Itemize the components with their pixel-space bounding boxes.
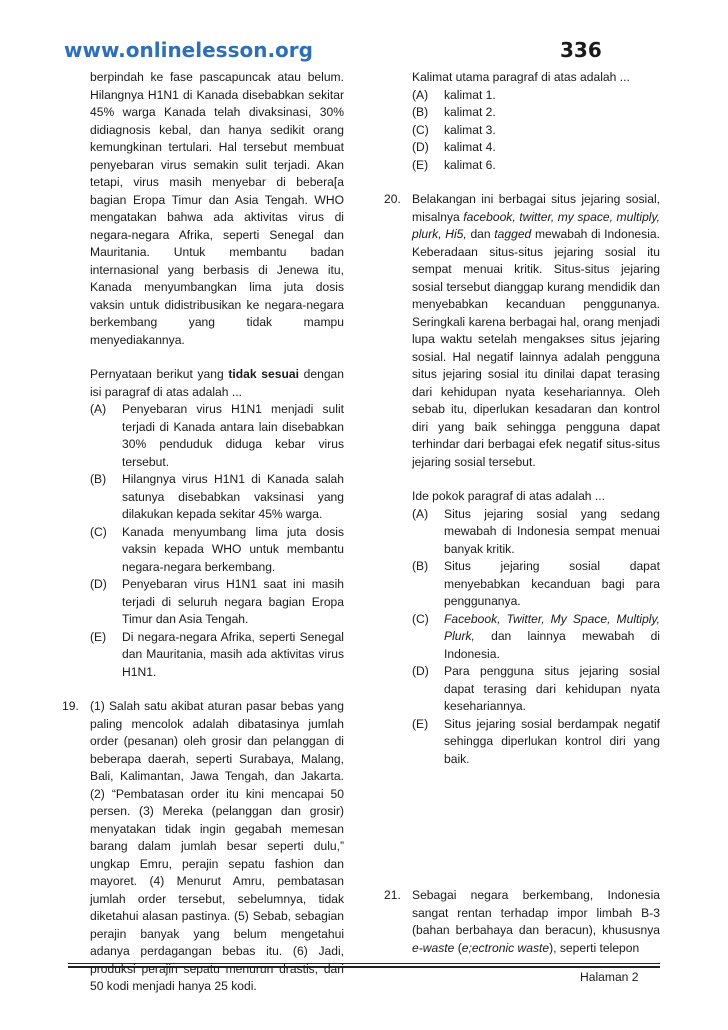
q21-text-1: Sebagai negara berkembang, Indonesia sangat rentan terhadap impor limbah B-3 (bahan berbahaya dan beracun), khususnya: [412, 888, 660, 937]
q18-option-b: [62, 471, 344, 524]
page-number: 336: [560, 38, 602, 62]
footer-divider-thick: [68, 966, 660, 968]
option-label: (C): [412, 611, 429, 626]
q18-option-a: [62, 401, 344, 471]
q18-stem-after: dengan isi paragraf di atas adalah ...: [90, 367, 344, 399]
option-text: kalimat 2.: [444, 105, 496, 119]
left-column: [62, 69, 344, 996]
option-text: Situs jejaring sosial yang sedang mewabah di Indonesia sempat menuai banyak kritik.: [444, 506, 660, 556]
option-label: (E): [412, 157, 429, 172]
q18-option-d: [62, 576, 344, 629]
footer-page-label: Halaman 2: [580, 970, 639, 984]
option-label: (E): [412, 716, 429, 731]
q20-tagged-italic: tagged: [494, 227, 532, 241]
option-label: (A): [412, 506, 429, 521]
question-number: 21.: [384, 888, 401, 902]
option-text: Para pengguna situs jejaring sosial dapat terasing dari kehidupan nyata kesehariannya.: [444, 664, 660, 713]
question-21-block: [384, 887, 660, 957]
q19-option-b: [384, 104, 660, 122]
q20-option-d: [384, 663, 660, 716]
q21-ewaste-italic: e-waste: [412, 940, 455, 955]
q19-stem: Kalimat utama paragraf di atas adalah ...: [412, 70, 630, 84]
q21-text-5: ), seperti telepon: [549, 940, 640, 955]
question-number: 19.: [62, 699, 79, 713]
q18-stem-before: Pernyataan berikut yang: [90, 367, 229, 381]
option-label: (A): [412, 87, 429, 102]
option-label: (D): [412, 140, 429, 154]
q20-text-3: dan: [466, 227, 495, 241]
right-column: [384, 69, 660, 768]
q20-stem: Ide pokok paragraf di atas adalah ...: [412, 489, 605, 503]
q18-stem-bold: tidak sesuai: [228, 367, 299, 381]
option-text: dan lainnya mewabah di Indonesia.: [444, 629, 660, 661]
q20-option-c: [384, 611, 660, 664]
q19-option-c: [384, 122, 660, 140]
q20-sites-italic: facebook, twitter, my space, multiply, plurk, Hi5,: [412, 209, 660, 241]
option-label: (E): [90, 629, 107, 644]
q18-option-e: [62, 629, 344, 682]
option-label: (B): [90, 472, 107, 486]
question-21: [384, 887, 660, 957]
option-label: (D): [412, 664, 429, 678]
option-label: (C): [90, 524, 107, 539]
q21-electronic-italic: e;ectronic waste: [461, 940, 550, 955]
option-label: (B): [412, 105, 429, 119]
q19-option-d: [384, 139, 660, 157]
option-text: Situs jejaring sosial berdampak negatif sehingga diperlukan kontrol diri yang baik.: [444, 716, 660, 766]
q20-option-a: [384, 506, 660, 559]
footer-divider: [68, 963, 660, 964]
option-text: kalimat 4.: [444, 140, 496, 154]
option-text: Penyebaran virus H1N1 menjadi sulit terjadi di Kanada antara lain disebabkan 30% penduduk diduga kebar virus tersebut.: [122, 402, 344, 469]
question-20: [384, 191, 660, 471]
option-label: (D): [90, 577, 107, 591]
question-number: 20.: [384, 192, 401, 206]
site-url: www.onlinelesson.org: [64, 38, 313, 62]
question-19: [62, 698, 344, 996]
option-text: Penyebaran virus H1N1 saat ini masih terjadi di seluruh negara bagian Eropa Timur dan Asia Tengah.: [122, 577, 344, 626]
q19-passage: (1) Salah satu akibat aturan pasar bebas yang paling mencolok adalah dibatasinya jumlah order (pesanan) oleh grosir dan pelanggan di beberapa daerah, seperti Surabaya, Malang, Bali, Kalimantan, Jawa Tengah, dan Jakarta. (2) “Pembatasan order itu kini mencapai 50 persen. (3) Mereka (pelanggan dan grosir) menyatakan tidak ingin gegabah memesan barang dalam jumlah besar seperti dulu,” ungkap Emru, perajin sepatu fashion dan mayoret. (4) Menurut Amru, pembatasan jumlah order tersebut, sebelumnya, tidak diketahui alasan pastinya. (5) Sebab, sebagian perajin banyak yang belum mengetahui adanya perdagangan bebas itu. (6) Jadi, produksi perajin sepatu menurun drastis, dari 50 kodi menjadi hanya 25 kodi.: [90, 699, 344, 993]
option-text: Situs jejaring sosial dapat menyebabkan kecanduan bagi para penggunanya.: [444, 559, 660, 608]
option-label: (C): [412, 122, 429, 137]
q18-stem: [62, 366, 344, 401]
option-text: kalimat 3.: [444, 122, 496, 137]
option-text: Hilangnya virus H1N1 di Kanada salah satunya disebabkan vaksinasi yang dilakukan kepada sekitar 45% warga.: [122, 472, 344, 521]
q20-text-1: Belakangan ini berbagai situs jejaring sosial, misalnya: [412, 192, 660, 224]
q18-option-c: [62, 524, 344, 577]
option-text: Kanada menyumbang lima juta dosis vaksin kepada WHO untuk membantu negara-negara berkembang.: [122, 524, 344, 574]
option-text: kalimat 6.: [444, 157, 496, 172]
option-label: (A): [90, 402, 107, 416]
option-text: Di negara-negara Afrika, seperti Senegal dan Mauritania, masih ada aktivitas virus H1N1.: [122, 629, 344, 679]
q20-option-b: [384, 558, 660, 611]
option-text: kalimat 1.: [444, 87, 496, 102]
option-text-italic: Facebook, Twitter, My Space, Multiply, Plurk,: [444, 611, 660, 643]
q20-text-5: mewabah di Indonesia. Keberadaan situs-situs jejaring sosial itu sempat menuai kritik. Situs-situs jejaring sosial tersebut dianggap kurang mendidik dan menyebabkan kecanduan penggunanya. Seringkali karena berbagai hal, orang menjadi lupa waktu setelah mengakses situs jejaring sosial. Hal negatif lainnya adalah pengguna situs jejaring sosial itu dinilai dapat terasing dari kehidupan nyata kesehariannya. Oleh sebab itu, diperlukan kesadaran dan kontrol diri yang baik sehingga pengguna dapat terhindar dari berbagai efek negatif situs-situs jejaring sosial tersebut.: [412, 227, 660, 469]
q19-option-e: [384, 157, 660, 175]
q21-text-3: (: [454, 940, 462, 955]
passage-text: berpindah ke fase pascapuncak atau belum. Hilangnya H1N1 di Kanada disebabkan sekitar 45% warga Kanada telah divaksinasi, 30% didiagnosis kebal, dan hanya sedikit orang kemungkinan tertulari. Hal tersebut membuat penyebaran virus semakin sulit terjadi. Akan tetapi, virus masih menyebar di bebera[a bagian Eropa Timur dan Asia Tengah. WHO mengatakan bahwa ada aktivitas virus di negara-negara Afrika, seperti Senegal dan Mauritania. Untuk membantu badan internasional yang berbasis di Jenewa itu, Kanada menyumbangkan lima juta dosis vaksin untuk didistribusikan ke negara-negara berkembang yang tidak mampu menyediakannya.: [90, 70, 344, 347]
option-label: (B): [412, 559, 429, 573]
q19-option-a: [384, 87, 660, 105]
q20-option-e: [384, 716, 660, 769]
